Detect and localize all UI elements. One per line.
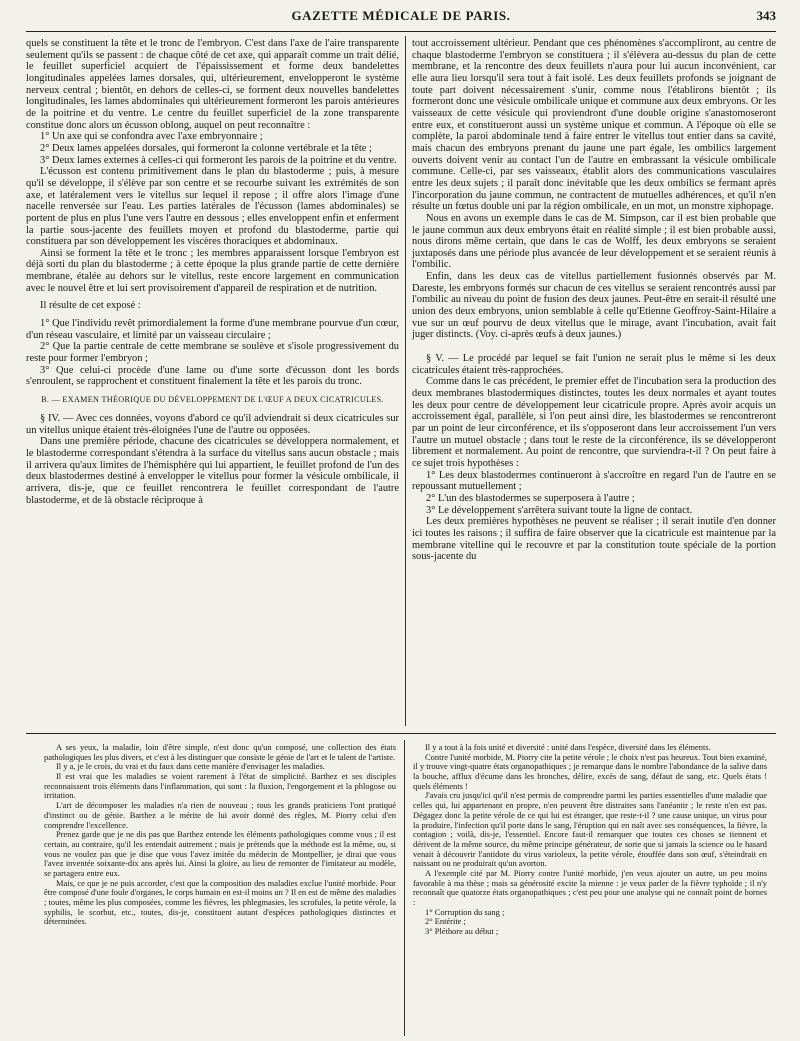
list-item: 2° Deux lames appelées dorsales, qui formeront la colonne vertébrale et la tête ;: [40, 142, 372, 154]
paragraph: Il résulte de cet exposé :: [40, 300, 141, 312]
page-header: [26, 8, 776, 26]
paragraph: Contre l'unité morbide, M. Piorry cite la petite vérole ; le choix n'est pas heureux. Tout bien examiné, il y trouve vingt-quatre états organopathiques ; je remarque dans le nombre l'abondance de la salive dans la bouche, afflux d'écume dans les bronches, délire, excès de sang, défaut de sang, etc. Quels états ! quels éléments !: [413, 751, 767, 791]
paragraph: Nous en avons un exemple dans le cas de M. Simpson, car il est bien probable que le jaune commun aux deux embryons était en réalité simple ; il est bien probable aussi, nous dirons même certain, que dans le cas de Wolff, les deux embryons se seraient juxtaposés dans une période plus avancée de leur développement et se seraient réunis à l'ombilic.: [412, 212, 776, 271]
column-rule: [405, 36, 406, 726]
paragraph: Ainsi se forment la tête et le tronc ; les membres apparaissent lorsque l'embryon est déjà sorti du plan du blastoderme ; à cette époque la plus grande partie de cette dernière membrane, étalée au dehors sur le vitellus, reste encore largement en communication avec le nouvel être et lui sert provisoirement d'appareil de respiration et de nutrition.: [26, 247, 399, 294]
list-item: 2° Entérite ;: [425, 916, 466, 927]
paragraph: Il y a tout à la fois unité et diversité : unité dans l'espèce, diversité dans les éléments.: [425, 742, 711, 752]
list-item: 1° Que l'individu revêt primordialement la forme d'une membrane pourvue d'un cœur, d'un réseau vasculaire, et limité par un vaisseau circulaire ;: [26, 318, 399, 341]
paragraph: L'écusson est contenu primitivement dans le plan du blastoderme ; puis, à mesure qu'il se développe, il s'élève par son centre et se recourbe suivant les extrémités de son axe, et latéralement vers le vitellus sur lequel il repose ; il offre alors l'image d'une nacelle renversée sur l'eau. Les parties latérales de l'écusson (lames abdominales) se portent de plus en plus l'une vers l'autre en dessous ; elles enveloppent enfin et enferment la partie sous-jacente des feuillets moyen et profond du blastoderme, partie qui constituera par son développement les viscères thoraciques et abdominaux.: [26, 166, 399, 248]
list-item: 3° Que celui-ci procède d'une lame ou d'une sorte d'écusson dont les bords s'enroulent, se rapprochent et constituent finalement la tête et les parois du tronc.: [26, 364, 399, 388]
list-item: 2° Que la partie centrale de cette membrane se soulève et s'isole progressivement du reste pour former l'embryon ;: [26, 341, 399, 365]
paragraph: quels se constituent la tête et le tronc de l'embryon. C'est dans l'axe de l'aire transparente seulement qu'ils se passent : de chaque côté de cet axe, qui apparaît comme un trait délié, le feuillet superficiel acquiert de l'épaississement et forme deux bandelettes longitudinales appelées lames dorsales, qui, ultérieurement, envelopperont le système nerveux central ; bientôt, en dehors de celles-ci, se forment deux nouvelles bandelettes longitudinales, les lames abdominales qui ultérieurement formeront les parois antérieures de la poitrine et du ventre. Le centre du feuillet superficiel de la zone transparente constitue donc alors un écusson oblong, auquel on peut reconnaître :: [26, 38, 399, 131]
paragraph: Enfin, dans les deux cas de vitellus partiellement fusionnés observés par M. Dareste, les embryons formés sur chacun de ces vitellus se seraient rencontrés aussi par l'ombilic au niveau du point de fusion des deux jaunes. Peut-être en serait-il résulté une union des deux embryons, union semblable à celle qu'Etienne Geoffroy-Saint-Hilaire a vue sur un œuf pourvu de deux vitellus que le mirage, avant l'incubation, avait fait juger distincts. (Voy. ci-après œufs à deux jaunes.): [412, 271, 776, 341]
paragraph: Mais, ce que je ne puis accorder, c'est que la composition des maladies exclue l'unité morbide. Pour être composé d'une foule d'organes, le corps humain en est-il moins un ? Il en est de même des maladies ; toutes, même les plus composées, comme les fièvres, les phlegmasies, les scrofules, la petite vérole, la syphilis, le scorbut, etc., toutes, dis-je, constituent autant d'espèces pathologiques distinctes et déterminées.: [44, 877, 396, 927]
journal-title: GAZETTE MÉDICALE DE PARIS.: [291, 8, 511, 23]
list-item: 3° Pléthore au début ;: [425, 926, 499, 937]
paragraph: J'avais cru jusqu'ici qu'il n'est permis de comprendre parmi les parties essentielles d'une maladie que celles qui, lui appartenant en propre, n'en peuvent être distraites sans l'anéantir ; le reste n'en est pas. Dégagez donc la petite vérole de ce qui lui est étranger, que reste-t-il ? une cause unique, un virus pour la produire, l'infection qu'il porte dans le sang, l'éruption qui en naît avec ses conséquences, la fièvre, la contagion ; voilà, dis-je, l'essentiel. Encore faut-il remarquer que toutes ces choses se tiennent et dérivent de la même source, du même principe générateur, de sorte que si jamais la science ou le hasard venait à découvrir l'antidote du virus varioleux, la petite vérole, étouffée dans son œuf, s'éteindrait en naissant ou ne produirait qu'un avorton.: [413, 790, 767, 869]
list-item: 1° Un axe qui se confondra avec l'axe embryonnaire ;: [40, 131, 263, 143]
paragraph: Dans une première période, chacune des cicatricules se développera normalement, et le blastoderme correspondant s'étendra à la surface du vitellus sans aucun obstacle ; mais il arrivera qu'aux limites de l'hémisphère qui lui appartient, le feuillet profond de l'un des deux blastodermes destiné à envelopper le vitellus pour former la vésicule ombilicale, il arrivera, dis-je, que ce feuillet rencontrera le feuillet correspondant de l'autre blastoderme, et de là obstacle réciproque à: [26, 436, 399, 506]
section-rule: [26, 733, 776, 734]
paragraph: Les deux premières hypothèses ne peuvent se réaliser ; il serait inutile d'en donner ici toutes les raisons ; il suffira de faire observer que la cicatricule est maintenue par la membrane vitelline qui le recouvre et par la constitution toute spéciale de la portion sous-jacente du: [412, 516, 776, 563]
paragraph: A ses yeux, la maladie, loin d'être simple, n'est donc qu'un composé, une collection des états pathologiques les plus divers, et c'est à les distinguer que consiste le génie de l'art et le talent de l'artiste.: [44, 742, 396, 762]
list-item: 1° Corruption du sang ;: [425, 906, 505, 917]
paragraph: § IV. — Avec ces données, voyons d'abord ce qu'il adviendrait si deux cicatricules sur un vitellus unique étaient très-éloignées l'une de l'autre ou opposées.: [26, 413, 399, 436]
upper-right-column: [412, 38, 776, 563]
upper-left-column: [26, 38, 399, 506]
lower-right-column: [413, 743, 767, 937]
lower-left-column: [44, 743, 396, 927]
list-item: 1° Les deux blastodermes continueront à s'accroître en regard l'un de l'autre en se repoussant mutuellement ;: [412, 469, 776, 493]
paragraph: Prenez garde que je ne dis pas que Barthez entende les éléments pathologiques comme vous ; il est certain, au contraire, qu'il les entendait autrement ; mais je prétends que la méthode est la même, ou, si vous ne voulez pas que je dise que vous l'avez imitée du médecin de Montpellier, je dirai que vous l'avez inventée soixante-dix ans après lui. Ainsi la gloire, au lieu de remonter de l'imitateur au modèle, se partagera entre eux.: [44, 829, 396, 878]
page-number: 343: [756, 8, 776, 23]
paragraph: tout accroissement ultérieur. Pendant que ces phénomènes s'accompliront, au centre de chaque blastoderme l'embryon se constituera ; il s'élèvera au-dessus du plan de cette membrane, et la rencontre des deux feuillets n'aura pour lui aucun inconvénient, car elle aura lieu lorsqu'il sera tout à fait isolé. Les deux feuillets profonds se joignant de toute part doivent nécessairement s'unir, comme nous l'établirons bientôt ; ils formeront donc une vésicule ombilicale unique et commune aux deux embryons. Or les vaisseaux de cette vésicule qui proviendront d'une double origine s'anastomoseront entre eux, et constitueront aussi un système unique et commun. A l'époque où elle se complète, la paroi abdominale tend à faire entrer le vitellus tout entier dans sa cavité, mais chacun des embryons prenant du jaune une part égale, les ombilics largement ouverts doivent venir au contact l'un de l'autre en embrassant la vésicule ombilicale commune. Celle-ci, par ses vaisseaux, établit alors des communications vasculaires entre les deux sujets ; il paraît donc inévitable que les deux ombilics se fermant après l'incorporation du jaune commun, ne contractent de mutuelles adhérences, et qu'il n'en résulte un fœtus double uni par la région ombilicale, en un mot, un monstre xiphopage.: [412, 38, 776, 213]
header-rule: [26, 31, 776, 32]
paragraph: Il y a, je le crois, du vrai et du faux dans cette manière d'envisager les maladies.: [56, 761, 325, 772]
column-rule: [404, 740, 405, 1036]
section-heading: B. — EXAMEN THÉORIQUE DU DÉVELOPPEMENT DE L'ŒUF A DEUX CICATRICULES.: [41, 395, 384, 405]
paragraph: Comme dans le cas précédent, le premier effet de l'incubation sera la production des deux membranes blastodermiques distinctes, toutes les deux normales et ayant toutes les deux pour centre de développement leur cicatricule propre. Après avoir acquis un accroissement égal, parallèle, si l'on peut ainsi dire, les blastodermes se rencontreront par un point de leur circonférence, et ils s'opposeront dans leur accroissement l'un vers l'autre un mutuel obstacle ; dans tout le reste de la circonférence, ils se développeront librement et normalement. Au point de rencontre, que surviendra-t-il ? On peut faire à ce sujet trois hypothèses :: [412, 376, 776, 469]
paragraph: § V. — Le procédé par lequel se fait l'union ne serait plus le même si les deux cicatricules étaient très-rapprochées.: [412, 353, 776, 376]
list-item: 2° L'un des blastodermes se superposera à l'autre ;: [426, 492, 635, 504]
list-item: 3° Le développement s'arrêtera suivant toute la ligne de contact.: [426, 504, 693, 516]
paragraph: L'art de décomposer les maladies n'a rien de nouveau ; tous les grands praticiens l'ont pratiqué d'instinct ou de génie. Barthez a le mérite de lui avoir donné des règles, M. Piorry celui d'en comprendre l'excellence.: [44, 800, 396, 830]
paragraph: Il est vrai que les maladies se voient rarement à l'état de simplicité. Barthez et ses disciples reconnaissent trois éléments dans l'inflammation, qui sont : la fluxion, l'engorgement et la phlogose ou irritation.: [44, 771, 396, 801]
list-item: 3° Deux lames externes à celles-ci qui formeront les parois de la poitrine et du ventre.: [40, 154, 397, 166]
paragraph: A l'exemple cité par M. Piorry contre l'unité morbide, j'en veux ajouter un autre, un peu moins favorable à ma thèse ; mais sa générosité excite la mienne : je veux parler de la fièvre typhoïde ; il n'y reconnaît que quatorze états organopathiques ; c'est peu pour une analyse qui ne connaît point de bornes :: [413, 867, 767, 907]
